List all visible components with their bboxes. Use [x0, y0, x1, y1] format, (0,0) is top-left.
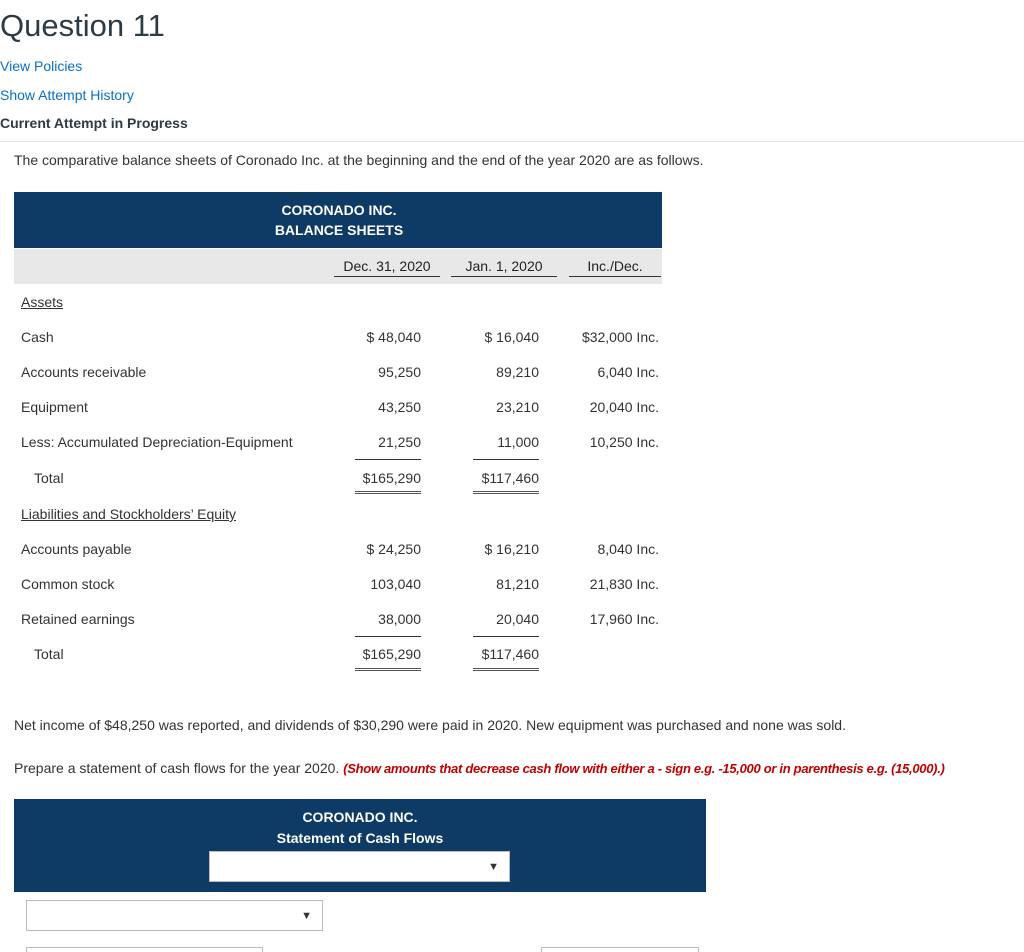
subtotal-underline	[473, 459, 539, 460]
total-input[interactable]	[541, 947, 699, 952]
row-dec-value: 103,040	[370, 576, 421, 592]
row-jan-value: 23,210	[496, 399, 539, 415]
row-jan-value: 11,000	[497, 434, 539, 450]
prepare-instruction: Prepare a statement of cash flows for the year 2020.	[14, 760, 344, 776]
line-item-dropdown[interactable]	[26, 900, 323, 931]
row-jan-value: $117,460	[481, 470, 539, 486]
bs-title: BALANCE SHEETS	[274, 222, 404, 238]
row-change-value: 17,960 Inc.	[589, 611, 659, 627]
row-change-value: 8,040 Inc.	[597, 541, 659, 557]
row-dec-value: $ 24,250	[366, 541, 421, 557]
row-change-value: 10,250 Inc.	[589, 434, 659, 450]
assets-section-label: Assets	[21, 294, 64, 310]
show-attempt-history-link[interactable]: Show Attempt History	[0, 87, 134, 103]
col-change-header: Inc./Dec.	[569, 258, 661, 277]
row-jan-value: 20,040	[496, 611, 539, 627]
balance-sheet-header	[14, 192, 662, 248]
bs-company-name: CORONADO INC.	[281, 202, 397, 218]
row-dec-value: $165,290	[362, 646, 421, 662]
triangle-down-icon: ▼	[488, 860, 499, 873]
col-jan-header: Jan. 1, 2020	[451, 258, 557, 277]
total-double-underline	[473, 491, 539, 494]
row-label: Equipment	[21, 399, 88, 415]
row-dec-value: $ 48,040	[366, 329, 421, 345]
intro-text: The comparative balance sheets of Coronado Inc. at the beginning and the end of the year 2020 are as follows.	[14, 152, 704, 168]
row-label: Accounts receivable	[21, 364, 147, 380]
row-dec-value: 21,250	[378, 434, 421, 450]
total-double-underline	[355, 491, 421, 494]
row-jan-value: $ 16,210	[484, 541, 539, 557]
row-change-value: 6,040 Inc.	[597, 364, 659, 380]
subtotal-underline	[473, 636, 539, 637]
row-dec-value: $165,290	[362, 470, 421, 486]
subtotal-underline	[355, 636, 421, 637]
row-jan-value: $ 16,040	[484, 329, 539, 345]
row-change-value: 21,830 Inc.	[589, 576, 659, 592]
view-policies-link[interactable]: View Policies	[0, 58, 83, 74]
amount-input[interactable]	[26, 947, 263, 952]
cash-flow-statement-header	[14, 799, 706, 892]
row-label: Common stock	[21, 576, 115, 592]
net-income-text: Net income of $48,250 was reported, and dividends of $30,290 were paid in 2020. New equipment was purchased and none was sold.	[14, 717, 846, 733]
liabilities-section-label: Liabilities and Stockholders’ Equity	[21, 506, 237, 522]
row-label: Total	[34, 646, 64, 662]
row-label: Total	[34, 470, 64, 486]
triangle-down-icon: ▼	[301, 909, 312, 922]
row-label: Retained earnings	[21, 611, 135, 627]
row-change-value: $32,000 Inc.	[581, 329, 659, 345]
total-double-underline	[355, 668, 421, 671]
scf-title: Statement of Cash Flows	[276, 830, 444, 846]
row-dec-value: 43,250	[378, 399, 421, 415]
row-dec-value: 38,000	[378, 611, 421, 627]
balance-sheet-column-headers	[14, 249, 662, 284]
divider	[0, 141, 1024, 142]
current-attempt-label: Current Attempt in Progress	[0, 115, 188, 131]
page-title: Question 11	[0, 8, 165, 43]
row-label: Accounts payable	[21, 541, 132, 557]
row-jan-value: $117,460	[481, 646, 539, 662]
col-dec-header: Dec. 31, 2020	[334, 258, 440, 277]
row-label: Less: Accumulated Depreciation-Equipment	[21, 434, 293, 450]
row-jan-value: 89,210	[496, 364, 539, 380]
total-double-underline	[473, 668, 539, 671]
sign-instruction: (Show amounts that decrease cash flow with either a - sign e.g. -15,000 or in parenthesis e.g. (15,000).)	[343, 761, 945, 776]
row-label: Cash	[21, 329, 54, 345]
subtotal-underline	[355, 459, 421, 460]
row-jan-value: 81,210	[496, 576, 539, 592]
row-change-value: 20,040 Inc.	[589, 399, 659, 415]
prepare-text	[14, 760, 945, 776]
period-dropdown[interactable]	[209, 851, 510, 882]
row-dec-value: 95,250	[378, 364, 421, 380]
scf-company-name: CORONADO INC.	[302, 809, 418, 825]
